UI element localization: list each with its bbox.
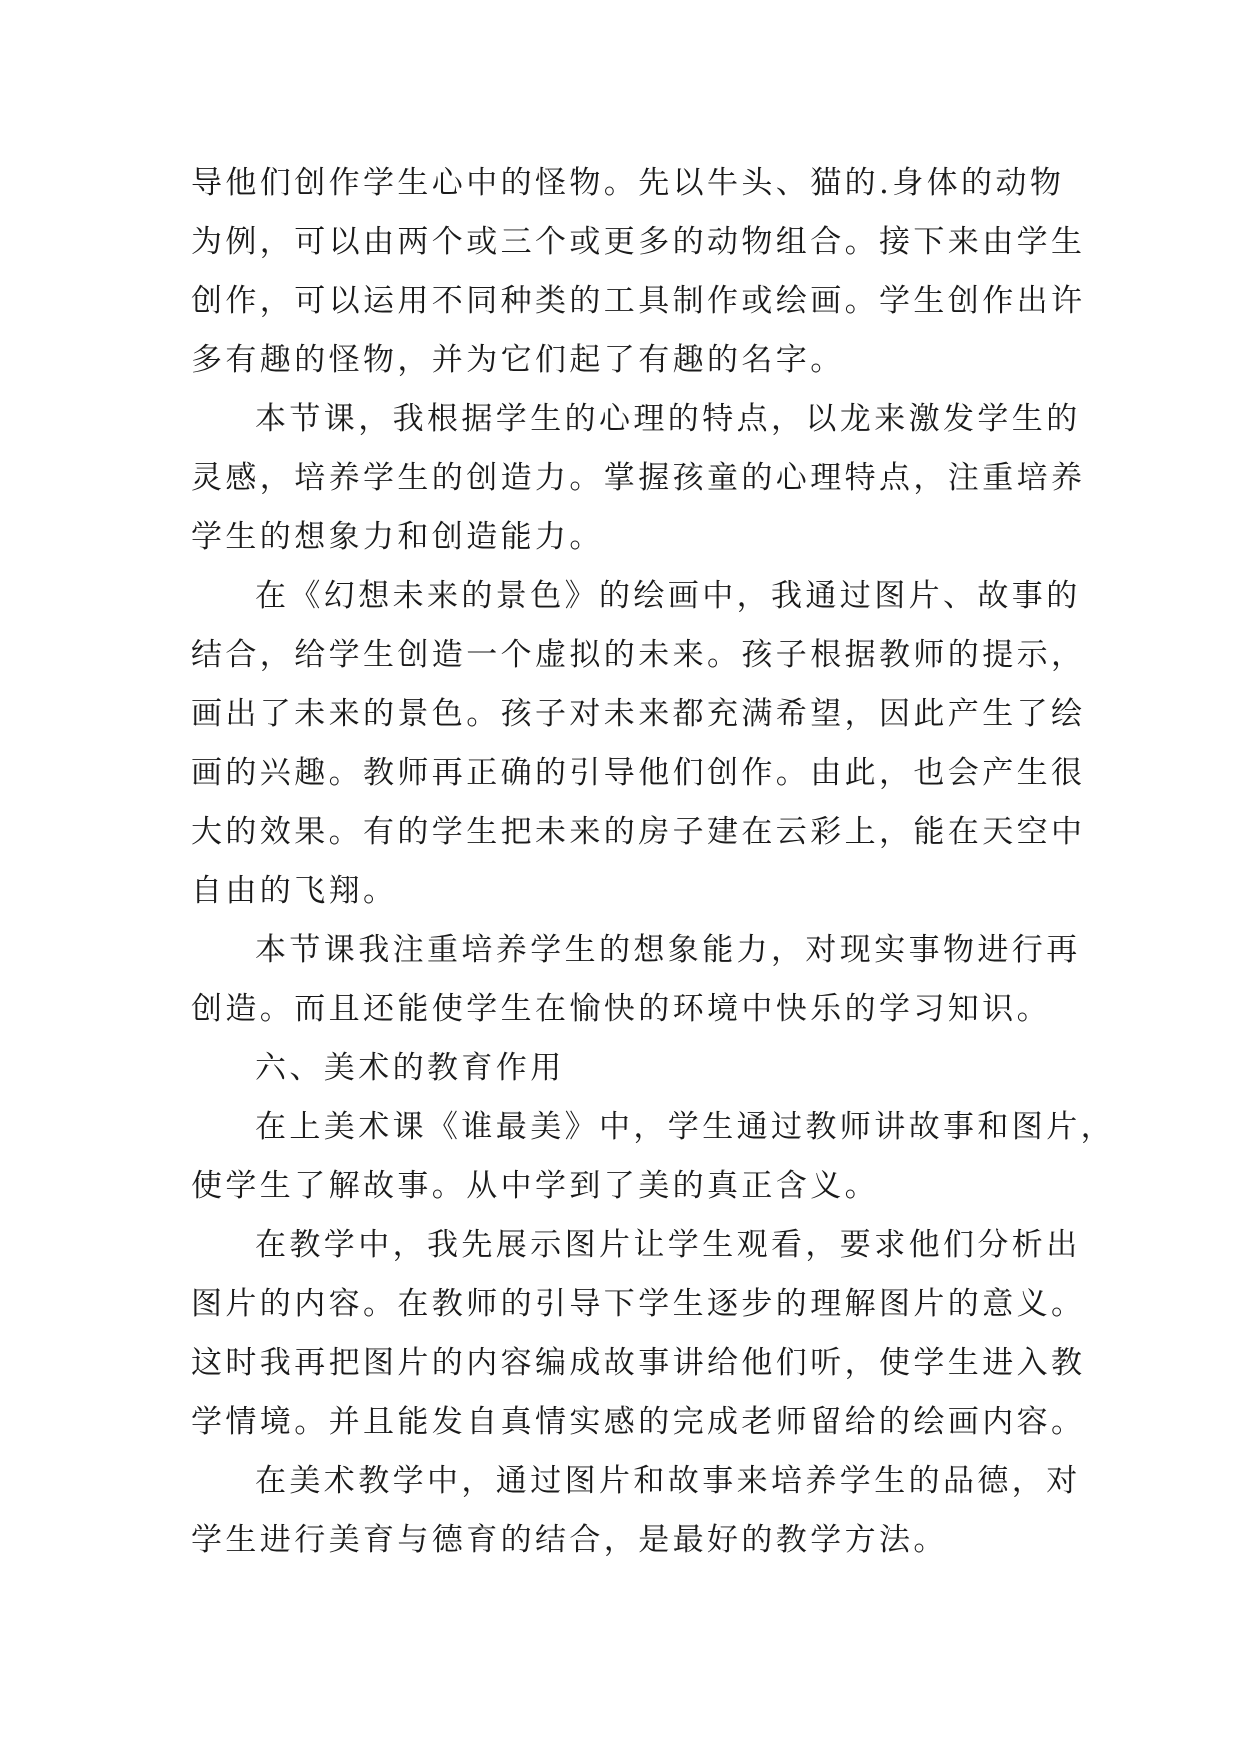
text-line: 本节课我注重培养学生的想象能力，对现实事物进行再	[255, 932, 1081, 968]
text-line: 导他们创作学生心中的怪物。先以牛头、猫的.身体的动物	[191, 165, 1065, 201]
text-line: 学生的想象力和创造能力。	[191, 519, 604, 555]
text-line: 在上美术课《谁最美》中，学生通过教师讲故事和图片，	[255, 1109, 1115, 1145]
text-line: 在教学中，我先展示图片让学生观看，要求他们分析出	[255, 1227, 1081, 1263]
text-line: 图片的内容。在教师的引导下学生逐步的理解图片的意义。	[191, 1286, 1086, 1322]
text-line: 学生进行美育与德育的结合，是最好的教学方法。	[191, 1522, 948, 1558]
text-line: 这时我再把图片的内容编成故事讲给他们听，使学生进入教	[191, 1345, 1086, 1381]
text-line: 画出了未来的景色。孩子对未来都充满希望，因此产生了绘	[191, 696, 1086, 732]
text-line: 灵感，培养学生的创造力。掌握孩童的心理特点，注重培养	[191, 460, 1086, 496]
text-line: 本节课，我根据学生的心理的特点，以龙来激发学生的	[255, 401, 1081, 437]
text-line: 在美术教学中，通过图片和故事来培养学生的品德，对	[255, 1463, 1081, 1499]
text-line: 自由的飞翔。	[191, 873, 398, 909]
body-text	[191, 154, 1115, 1570]
text-line: 学情境。并且能发自真情实感的完成老师留给的绘画内容。	[191, 1404, 1086, 1440]
text-line: 多有趣的怪物，并为它们起了有趣的名字。	[191, 342, 845, 378]
text-line: 结合，给学生创造一个虚拟的未来。孩子根据教师的提示，	[191, 637, 1086, 673]
text-line: 在《幻想未来的景色》的绘画中，我通过图片、故事的	[255, 578, 1081, 614]
text-line: 创作，可以运用不同种类的工具制作或绘画。学生创作出许	[191, 283, 1086, 319]
text-line: 使学生了解故事。从中学到了美的真正含义。	[191, 1168, 879, 1204]
text-line: 创造。而且还能使学生在愉快的环境中快乐的学习知识。	[191, 991, 1051, 1027]
text-line: 为例，可以由两个或三个或更多的动物组合。接下来由学生	[191, 224, 1086, 260]
text-line: 大的效果。有的学生把未来的房子建在云彩上，能在天空中	[191, 814, 1086, 850]
text-line: 画的兴趣。教师再正确的引导他们创作。由此，也会产生很	[191, 755, 1086, 791]
text-line: 六、美术的教育作用	[255, 1050, 565, 1086]
